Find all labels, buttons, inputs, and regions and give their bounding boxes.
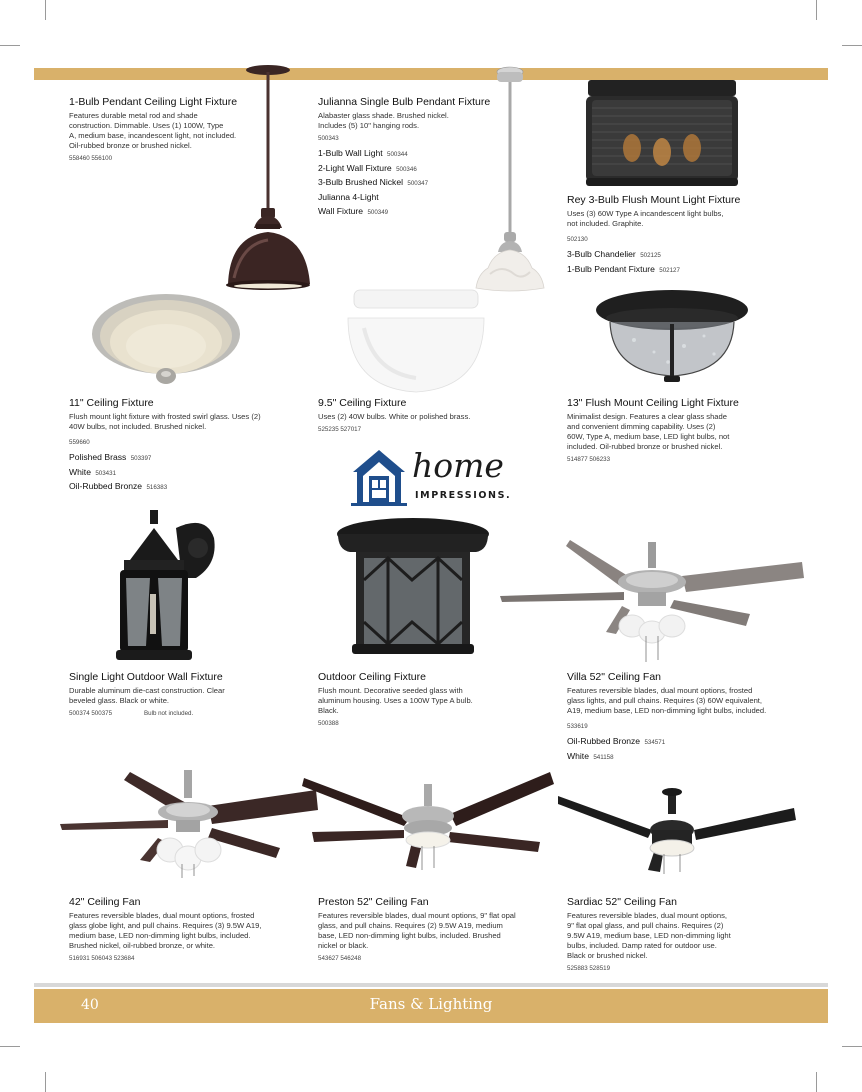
variant-name: 3-Bulb Brushed Nickel [318,177,404,187]
product-card [567,397,807,464]
desc-line: Durable aluminum die-cast construction. Clear [69,686,225,695]
desc-line: included. Oil-rubbed bronze or brushed nickel. [567,442,723,451]
variant-item [567,750,817,765]
desc-line: glass globe light, and pull chains. Requires (3) 9.5W A19, [69,921,262,930]
ceiling-fan-icon [300,770,556,874]
desc-line: A19, medium base, LED non-dimming light bulbs, included. [567,706,767,715]
desc-line: 40W bulbs, not included. Brushed nickel. [69,422,207,431]
product-description [69,686,309,706]
product-sku: 500388 [318,720,339,727]
desc-line: nickel or black. [318,941,369,950]
desc-line: medium base, LED non-dimming light bulbs, included. [69,931,251,940]
desc-line: aluminum housing. Uses a 100W Type A bulb. [318,696,473,705]
product-sku: 514877 506233 [567,456,611,463]
ceiling-fan-icon [58,766,322,878]
wall-lantern-icon [110,508,218,668]
product-sku: 525235 527017 [318,426,362,433]
desc-line: 9.5W A19, medium base, LED non-dimming light [567,931,731,940]
product-description [318,911,558,951]
desc-line: Includes (5) 10" hanging rods. [318,121,420,130]
desc-line: Features durable metal rod and shade [69,111,198,120]
variant-item [318,162,558,177]
footer-rule [34,983,828,987]
crop-mark [45,0,46,20]
variant-name: Oil-Rubbed Bronze [69,481,143,491]
product-card [69,671,309,718]
desc-line: Oil-rubbed bronze or brushed nickel. [69,141,192,150]
desc-line: Features reversible blades, dual mount options, [567,911,727,920]
desc-line: Uses (3) 60W Type A incandescent light bulbs, [567,209,724,218]
desc-line: bulbs, included. Damp rated for outdoor use. [567,941,717,950]
flush-mount-icon [90,290,242,390]
product-description [318,111,558,131]
product-description [567,209,807,229]
product-note: Bulb not included. [144,710,194,717]
product-description [69,111,309,151]
brand-wordmark: home [412,446,504,485]
product-card [69,397,309,495]
variant-sku: 503397 [130,455,152,462]
desc-line: A, medium base, incandescent light, not included. [69,131,237,140]
product-sku: 502130 [567,236,588,243]
variant-list [567,248,807,277]
crop-mark [0,1046,20,1047]
product-title: 13" Flush Mount Ceiling Light Fixture [567,397,739,409]
desc-line: Uses (2) 40W bulbs. White or polished brass. [318,412,471,421]
ceiling-fan-icon [498,536,808,666]
product-description [69,911,309,951]
desc-line: glass, and pull chains. Requires (2) 9.5W A19, medium [318,921,503,930]
variant-item [69,466,309,481]
variant-item [567,735,817,750]
variant-name: White [567,750,589,761]
desc-line: Features reversible blades, dual mount options, 9" flat opal [318,911,516,920]
product-card [567,194,807,277]
crop-mark [45,1072,46,1092]
flush-mount-icon [594,288,750,386]
product-title: 1-Bulb Pendant Ceiling Light Fixture [69,96,238,108]
variant-item [318,205,558,220]
product-sku: 500343 [318,135,339,142]
variant-name: Polished Brass [69,452,127,462]
variant-item [318,191,558,206]
ceiling-fan-icon [556,786,798,876]
variant-item [567,263,807,278]
desc-line: Flush mount. Decorative seeded glass with [318,686,463,695]
desc-line: construction. Dimmable. Uses (1) 100W, Type [69,121,224,130]
brand-logo [349,446,512,508]
variant-item [318,147,558,162]
house-logo-icon [349,446,409,508]
product-sku: 543627 546248 [318,955,362,962]
variant-name: 3-Bulb Chandelier [567,249,636,259]
product-title: Rey 3-Bulb Flush Mount Light Fixture [567,194,741,206]
variant-name: Oil-Rubbed Bronze [567,736,641,746]
product-sku [69,709,309,718]
desc-line: and convenient dimming capability. Uses (2) [567,422,716,431]
product-title: Villa 52" Ceiling Fan [567,671,662,683]
variant-sku: 541158 [593,753,614,761]
product-description [567,911,807,961]
desc-line: not included. Graphite. [567,219,644,228]
variant-sku: 502127 [659,266,680,274]
product-sku: 533619 [567,723,588,730]
desc-line: base, LED non-dimming light bulbs, included. Brushed [318,931,501,940]
desc-line: glass lights, and pull chains. Requires (3) 60W equivalent, [567,696,763,705]
product-sku: 559660 [69,439,90,446]
variant-name: Wall Fixture [318,206,364,216]
desc-line: 60W, Type A, medium base, LED light bulbs, not [567,432,730,441]
product-card [69,96,309,163]
product-title: 42" Ceiling Fan [69,896,141,908]
crop-mark [816,0,817,20]
desc-line: Brushed nickel, oil-rubbed bronze, or white. [69,941,216,950]
page-number: 40 [81,997,99,1013]
product-card [567,896,807,973]
flush-mount-icon [584,78,740,190]
variant-name: 1-Bulb Wall Light [318,148,383,158]
product-card [318,671,558,728]
variant-name: 2-Light Wall Fixture [318,162,392,173]
section-title: Fans & Lighting [369,995,493,1013]
variant-sku: 534571 [644,739,666,746]
variant-item [318,176,558,191]
variant-sku: 502125 [640,252,661,259]
desc-line: Black or brushed nickel. [567,951,648,960]
flush-mount-icon [344,288,488,396]
product-card [69,896,309,963]
product-sku: 558460 556100 [69,155,113,162]
product-description [567,412,807,452]
sku-text: 500374 500375 [69,710,113,717]
desc-line: Alabaster glass shade. Brushed nickel. [318,111,449,120]
crop-mark [842,45,862,46]
product-sku: 525883 528519 [567,965,611,972]
product-title: Preston 52" Ceiling Fan [318,896,429,908]
desc-line: beveled glass. Black or white. [69,696,170,705]
variant-list [318,147,558,220]
variant-list [567,735,817,764]
product-card [318,896,558,963]
product-card [318,397,558,434]
brand-subtitle: IMPRESSIONS. [415,490,512,501]
variant-name: Julianna 4-Light [318,191,379,202]
product-description [318,686,558,716]
variant-item [69,451,309,466]
desc-line: Minimalist design. Features a clear glass shade [567,412,727,421]
product-title: Outdoor Ceiling Fixture [318,671,426,683]
desc-line: Flush mount light fixture with frosted swirl glass. Uses (2) [69,412,261,421]
desc-line: Features reversible blades, dual mount options, frosted [69,911,255,920]
desc-line: 9" flat opal glass, and pull chains. Requires (2) [567,921,724,930]
variant-sku: 500347 [407,180,429,187]
variant-item [69,480,309,495]
flush-mount-icon [334,516,492,662]
variant-sku: 500344 [387,151,408,158]
desc-line: Features reversible blades, dual mount options, frosted [567,686,753,695]
variant-sku: 500346 [396,165,417,173]
product-title: 9.5" Ceiling Fixture [318,397,407,409]
product-title: Sardiac 52" Ceiling Fan [567,896,677,908]
variant-item [567,248,807,263]
crop-mark [0,45,20,46]
crop-mark [816,1072,817,1092]
product-description [69,412,309,432]
product-description [567,686,817,716]
variant-sku: 503431 [95,469,117,477]
product-title: Single Light Outdoor Wall Fixture [69,671,223,683]
product-description [318,412,558,422]
variant-list [69,451,309,495]
variant-name: White [69,466,91,477]
product-title: Julianna Single Bulb Pendant Fixture [318,96,491,108]
variant-name: 1-Bulb Pendant Fixture [567,263,655,274]
product-sku: 516931 506043 523684 [69,955,135,962]
variant-sku: 516383 [146,484,168,491]
product-card [318,96,558,220]
variant-sku: 500349 [367,209,389,216]
crop-mark [842,1046,862,1047]
product-card [567,671,817,764]
product-title: 11" Ceiling Fixture [69,397,154,409]
desc-line: Black. [318,706,339,715]
